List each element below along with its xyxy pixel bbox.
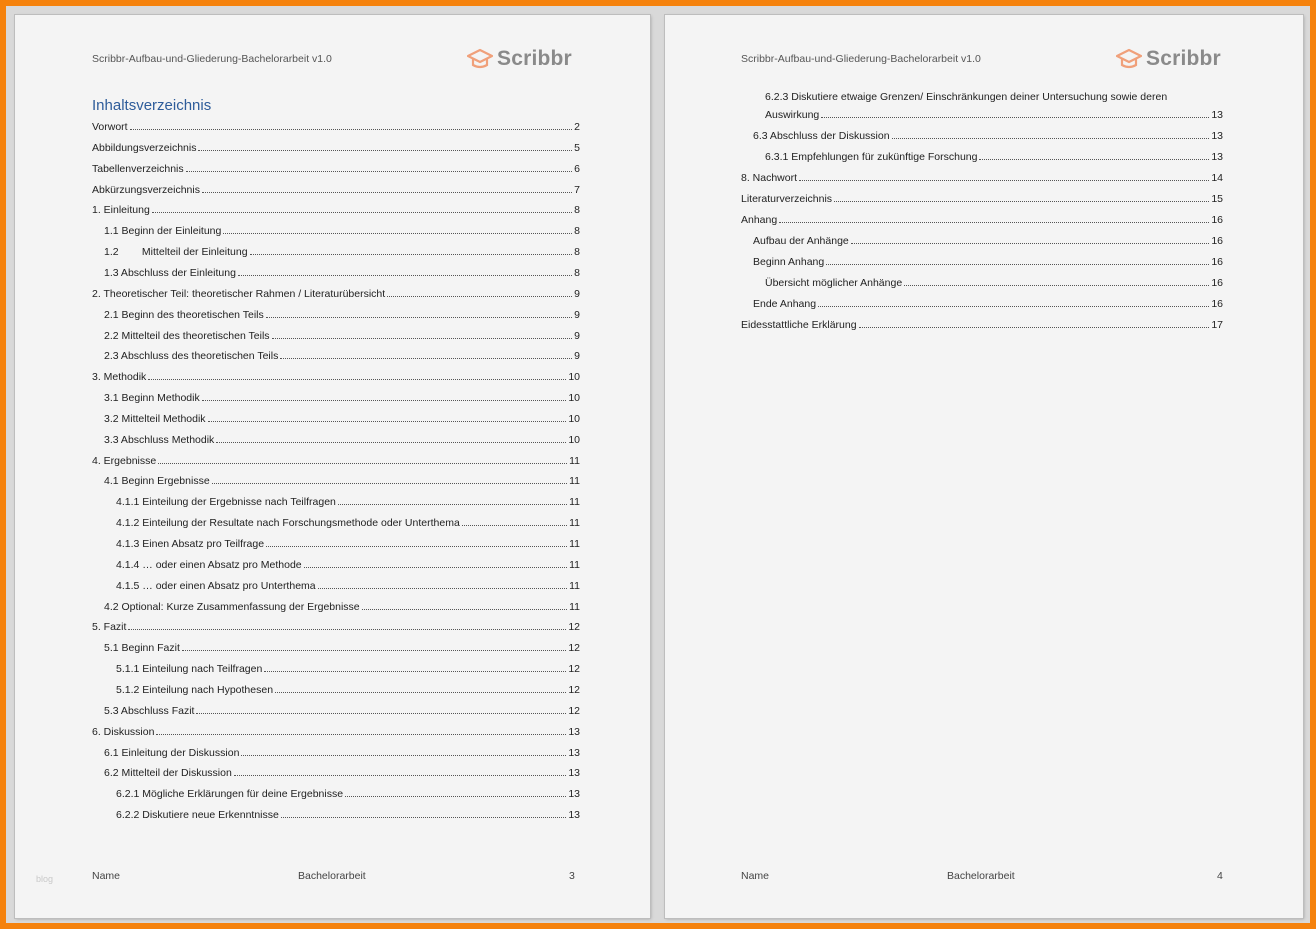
toc-entry-label: 4.1.5 … oder einen Absatz pro Unterthema xyxy=(116,579,316,592)
logo-text: Scribbr xyxy=(1146,47,1221,70)
toc-entry-label: Abbildungsverzeichnis xyxy=(92,141,197,154)
toc-entry-label: 5. Fazit xyxy=(92,621,127,634)
toc-entry-continued: 6.2.3 Diskutiere etwaige Grenzen/ Einschränkungen deiner Untersuchung sowie deren xyxy=(765,91,1168,103)
dot-leader xyxy=(338,494,567,505)
graduation-cap-icon xyxy=(1116,47,1142,71)
dot-leader xyxy=(345,786,566,797)
toc-entry[interactable] xyxy=(753,128,1223,142)
dot-leader xyxy=(216,432,566,443)
toc-entry-page: 12 xyxy=(568,704,580,717)
watermark: blog xyxy=(36,874,54,884)
scribbr-logo xyxy=(1116,46,1221,72)
header-document-name: Scribbr-Aufbau-und-Gliederung-Bachelorarbeit v1.0 xyxy=(741,53,981,65)
toc-entry-page: 13 xyxy=(1211,150,1223,163)
toc-entry[interactable] xyxy=(104,745,580,759)
dot-leader xyxy=(859,317,1210,328)
toc-entry-page: 8 xyxy=(574,266,580,279)
toc-entry-label: 5.1 Beginn Fazit xyxy=(104,642,180,655)
toc-entry-label: 6.2.1 Mögliche Erklärungen für deine Ergebnisse xyxy=(116,788,344,801)
toc-entry-page: 8 xyxy=(574,225,580,238)
toc-entry-page: 12 xyxy=(568,621,580,634)
toc-entry-label: Literaturverzeichnis xyxy=(741,192,833,205)
toc-entry[interactable] xyxy=(104,765,580,779)
toc-entry-label: Übersicht möglicher Anhänge xyxy=(765,276,903,289)
dot-leader xyxy=(208,411,567,422)
toc-entry[interactable] xyxy=(753,233,1223,247)
toc-entry-label: 4.1.2 Einteilung der Resultate nach Forschungsmethode oder Unterthema xyxy=(116,517,460,530)
toc-entry[interactable] xyxy=(753,296,1223,310)
toc-entry-label: 6.3 Abschluss der Diskussion xyxy=(753,129,890,142)
toc-entry-label: 1.3 Abschluss der Einleitung xyxy=(104,266,236,279)
toc-entry[interactable] xyxy=(92,453,580,467)
toc-entry[interactable] xyxy=(92,140,580,154)
dot-leader xyxy=(904,275,1209,286)
footer-name: Name xyxy=(741,870,770,882)
toc-entry-page: 12 xyxy=(568,642,580,655)
toc-entry[interactable] xyxy=(104,599,580,613)
toc-entry[interactable] xyxy=(765,149,1223,163)
toc-entry-label: 1.1 Beginn der Einleitung xyxy=(104,225,222,238)
toc-entry-page: 16 xyxy=(1211,297,1223,310)
toc-entry-page: 7 xyxy=(574,183,580,196)
toc-entry[interactable] xyxy=(104,640,580,654)
dot-leader xyxy=(799,170,1209,181)
toc-entry-page: 11 xyxy=(569,579,580,592)
toc-entry-label: Ende Anhang xyxy=(753,297,817,310)
toc-entry[interactable] xyxy=(92,286,580,300)
toc-entry-page: 11 xyxy=(569,600,580,613)
footer-page-number: 3 xyxy=(569,870,575,882)
toc-entry[interactable] xyxy=(116,786,580,800)
toc-entry-page: 16 xyxy=(1211,234,1223,247)
toc-entry-label: 3.2 Mittelteil Methodik xyxy=(104,412,206,425)
dot-leader xyxy=(152,202,572,213)
dot-leader xyxy=(779,212,1209,223)
toc-entry-label: 5.3 Abschluss Fazit xyxy=(104,704,195,717)
toc-entry[interactable] xyxy=(741,212,1223,226)
dot-leader xyxy=(266,536,567,547)
toc-entry[interactable] xyxy=(104,244,580,258)
footer-page-number: 4 xyxy=(1217,870,1223,882)
toc-entry-label: 6.2 Mittelteil der Diskussion xyxy=(104,767,232,780)
toc-entry-page: 9 xyxy=(574,350,580,363)
toc-entry-page: 8 xyxy=(574,204,580,217)
toc-entry-label: 6.3.1 Empfehlungen für zukünftige Forschung xyxy=(765,150,978,163)
dot-leader xyxy=(202,390,567,401)
footer-name: Name xyxy=(92,870,121,882)
dot-leader xyxy=(275,682,566,693)
dot-leader xyxy=(264,661,566,672)
toc-entry-page: 10 xyxy=(568,371,580,384)
dot-leader xyxy=(238,265,572,276)
toc-entry[interactable] xyxy=(104,703,580,717)
toc-entry[interactable] xyxy=(92,619,580,633)
toc-entry-label: 4.1.3 Einen Absatz pro Teilfrage xyxy=(116,538,265,550)
dot-leader xyxy=(892,128,1210,139)
toc-entry-label: 5.1.1 Einteilung nach Teilfragen xyxy=(116,663,263,676)
toc-entry-page: 6 xyxy=(574,162,580,175)
toc-entry-label: 4. Ergebnisse xyxy=(92,454,157,467)
toc-entry[interactable] xyxy=(741,170,1223,184)
dot-leader xyxy=(148,369,566,380)
toc-entry-label: Tabellenverzeichnis xyxy=(92,162,184,175)
toc-entry-label: Beginn Anhang xyxy=(753,255,825,268)
dot-leader xyxy=(821,107,1209,118)
toc-entry[interactable] xyxy=(116,661,580,675)
toc-entry-page: 13 xyxy=(568,788,580,801)
toc-entry-label: 8. Nachwort xyxy=(741,171,798,184)
toc-entry-page: 13 xyxy=(1211,109,1223,121)
toc-entry-page: 11 xyxy=(569,558,580,571)
toc-entry[interactable] xyxy=(753,254,1223,268)
toc-entry[interactable] xyxy=(104,390,580,404)
toc-entry[interactable] xyxy=(92,182,580,196)
scribbr-logo xyxy=(467,46,572,72)
toc-entry-label: 3.1 Beginn Methodik xyxy=(104,392,200,405)
dot-leader xyxy=(304,557,567,568)
toc-entry-label: 2.1 Beginn des theoretischen Teils xyxy=(104,308,264,321)
toc-entry-label: 4.1.4 … oder einen Absatz pro Methode xyxy=(116,558,302,571)
dot-leader xyxy=(234,765,567,776)
toc-entry[interactable] xyxy=(765,107,1223,121)
toc-entry-page: 10 xyxy=(568,412,580,425)
toc-entry-label: 2. Theoretischer Teil: theoretischer Rahmen / Literaturübersicht xyxy=(92,287,386,300)
toc-entry-label: 2.3 Abschluss des theoretischen Teils xyxy=(104,350,279,363)
toc-entry[interactable] xyxy=(104,411,580,425)
toc-entry-label: 6.2.2 Diskutiere neue Erkenntnisse xyxy=(116,809,279,822)
toc-entry[interactable] xyxy=(116,515,580,529)
toc-entry-label: 4.1 Beginn Ergebnisse xyxy=(104,475,210,488)
dot-leader xyxy=(834,191,1209,202)
toc-entry-page: 15 xyxy=(1211,192,1223,205)
dot-leader xyxy=(241,745,566,756)
toc-entry-label: Vorwort xyxy=(92,121,128,133)
toc-entry-label: 6. Diskussion xyxy=(92,725,155,738)
toc-entry[interactable] xyxy=(104,223,580,237)
dot-leader xyxy=(128,619,566,630)
dot-leader xyxy=(387,286,572,297)
dot-leader xyxy=(158,453,567,464)
dot-leader xyxy=(130,119,573,130)
toc-entry[interactable] xyxy=(116,557,580,571)
toc-entry-label: Aufbau der Anhänge xyxy=(753,234,849,247)
toc-entry[interactable] xyxy=(92,202,580,216)
dot-leader xyxy=(280,348,572,359)
toc-entry[interactable] xyxy=(104,432,580,446)
toc-entry-label: 4.1.1 Einteilung der Ergebnisse nach Teilfragen xyxy=(116,496,336,509)
toc-entry[interactable] xyxy=(104,473,580,487)
toc-entry-page: 12 xyxy=(568,663,580,676)
toc-entry[interactable] xyxy=(104,348,580,362)
toc-entry-page: 11 xyxy=(569,475,580,488)
toc-entry-label: 5.1.2 Einteilung nach Hypothesen xyxy=(116,683,274,696)
toc-heading: Inhaltsverzeichnis xyxy=(92,97,212,114)
toc-entry[interactable] xyxy=(92,724,580,738)
toc-entry-page: 14 xyxy=(1211,171,1223,184)
dot-leader xyxy=(462,515,567,526)
footer-title: Bachelorarbeit xyxy=(947,870,1015,882)
dot-leader xyxy=(212,473,567,484)
toc-entry-page: 10 xyxy=(568,433,580,446)
dot-leader xyxy=(202,182,572,193)
toc-entry-page: 13 xyxy=(568,767,580,780)
toc-entry-page: 10 xyxy=(568,392,580,405)
toc-entry-page: 16 xyxy=(1211,213,1223,226)
toc-entry-page: 9 xyxy=(574,287,580,300)
dot-leader xyxy=(826,254,1209,265)
toc-entry[interactable] xyxy=(116,682,580,696)
graduation-cap-icon xyxy=(467,47,493,71)
toc-entry-page: 11 xyxy=(569,538,580,550)
dot-leader xyxy=(156,724,566,735)
toc-entry-page: 13 xyxy=(568,725,580,738)
dot-leader xyxy=(318,578,567,589)
toc-entry-label: Abkürzungsverzeichnis xyxy=(92,183,200,196)
toc-entry[interactable] xyxy=(116,578,580,592)
toc-entry-label: Eidesstattliche Erklärung xyxy=(741,318,857,331)
toc-entry[interactable] xyxy=(104,328,580,342)
toc-entry-page: 12 xyxy=(568,683,580,696)
header-document-name: Scribbr-Aufbau-und-Gliederung-Bachelorarbeit v1.0 xyxy=(92,53,332,65)
dot-leader xyxy=(250,244,573,255)
dot-leader xyxy=(818,296,1209,307)
footer-title: Bachelorarbeit xyxy=(298,870,366,882)
toc-entry-label: 3.3 Abschluss Methodik xyxy=(104,433,215,446)
dot-leader xyxy=(272,328,573,339)
document-page-4 xyxy=(665,15,1303,918)
dot-leader xyxy=(979,149,1209,160)
toc-entry-page: 11 xyxy=(569,496,580,509)
toc-entry[interactable] xyxy=(104,265,580,279)
toc-entry-label: Auswirkung xyxy=(765,109,820,121)
toc-entry-page: 13 xyxy=(1211,129,1223,142)
toc-entry-page: 13 xyxy=(568,746,580,759)
toc-entry-page: 9 xyxy=(574,329,580,342)
toc-entry[interactable] xyxy=(92,119,580,133)
toc-entry[interactable] xyxy=(116,494,580,508)
toc-entry[interactable] xyxy=(765,275,1223,289)
dot-leader xyxy=(362,599,567,610)
toc-entry-page: 16 xyxy=(1211,255,1223,268)
toc-entry[interactable] xyxy=(104,307,580,321)
toc-entry-label: 3. Methodik xyxy=(92,371,147,384)
toc-entry[interactable] xyxy=(92,161,580,175)
document-page-3 xyxy=(15,15,650,918)
toc-entry-label: 6.1 Einleitung der Diskussion xyxy=(104,746,240,759)
toc-entry[interactable] xyxy=(116,807,580,821)
dot-leader xyxy=(223,223,572,234)
toc-entry-label: 2.2 Mittelteil des theoretischen Teils xyxy=(104,329,270,342)
dot-leader xyxy=(266,307,572,318)
toc-entry-page: 9 xyxy=(574,308,580,321)
toc-entry-page: 11 xyxy=(569,454,580,467)
toc-entry-label: Anhang xyxy=(741,213,778,226)
toc-entry-page: 5 xyxy=(574,141,580,154)
toc-entry-page: 17 xyxy=(1211,318,1223,331)
dot-leader xyxy=(196,703,566,714)
toc-entry-label: 1.2 Mittelteil der Einleitung xyxy=(104,246,248,259)
toc-entry-label: 4.2 Optional: Kurze Zusammenfassung der Ergebnisse xyxy=(104,600,360,613)
toc-entry-label: 1. Einleitung xyxy=(92,204,150,217)
toc-entry[interactable] xyxy=(92,369,580,383)
toc-entry[interactable] xyxy=(741,191,1223,205)
toc-entry-page: 8 xyxy=(574,246,580,259)
toc-entry-page: 11 xyxy=(569,517,580,530)
dot-leader xyxy=(186,161,573,172)
logo-text: Scribbr xyxy=(497,47,572,70)
dot-leader xyxy=(851,233,1210,244)
toc-entry[interactable] xyxy=(116,536,580,550)
toc-entry-page: 13 xyxy=(568,809,580,822)
dot-leader xyxy=(198,140,572,151)
toc-entry-page: 16 xyxy=(1211,276,1223,289)
dot-leader xyxy=(182,640,566,651)
dot-leader xyxy=(281,807,566,818)
toc-entry[interactable] xyxy=(741,317,1223,331)
toc-entry-page: 2 xyxy=(574,121,580,133)
